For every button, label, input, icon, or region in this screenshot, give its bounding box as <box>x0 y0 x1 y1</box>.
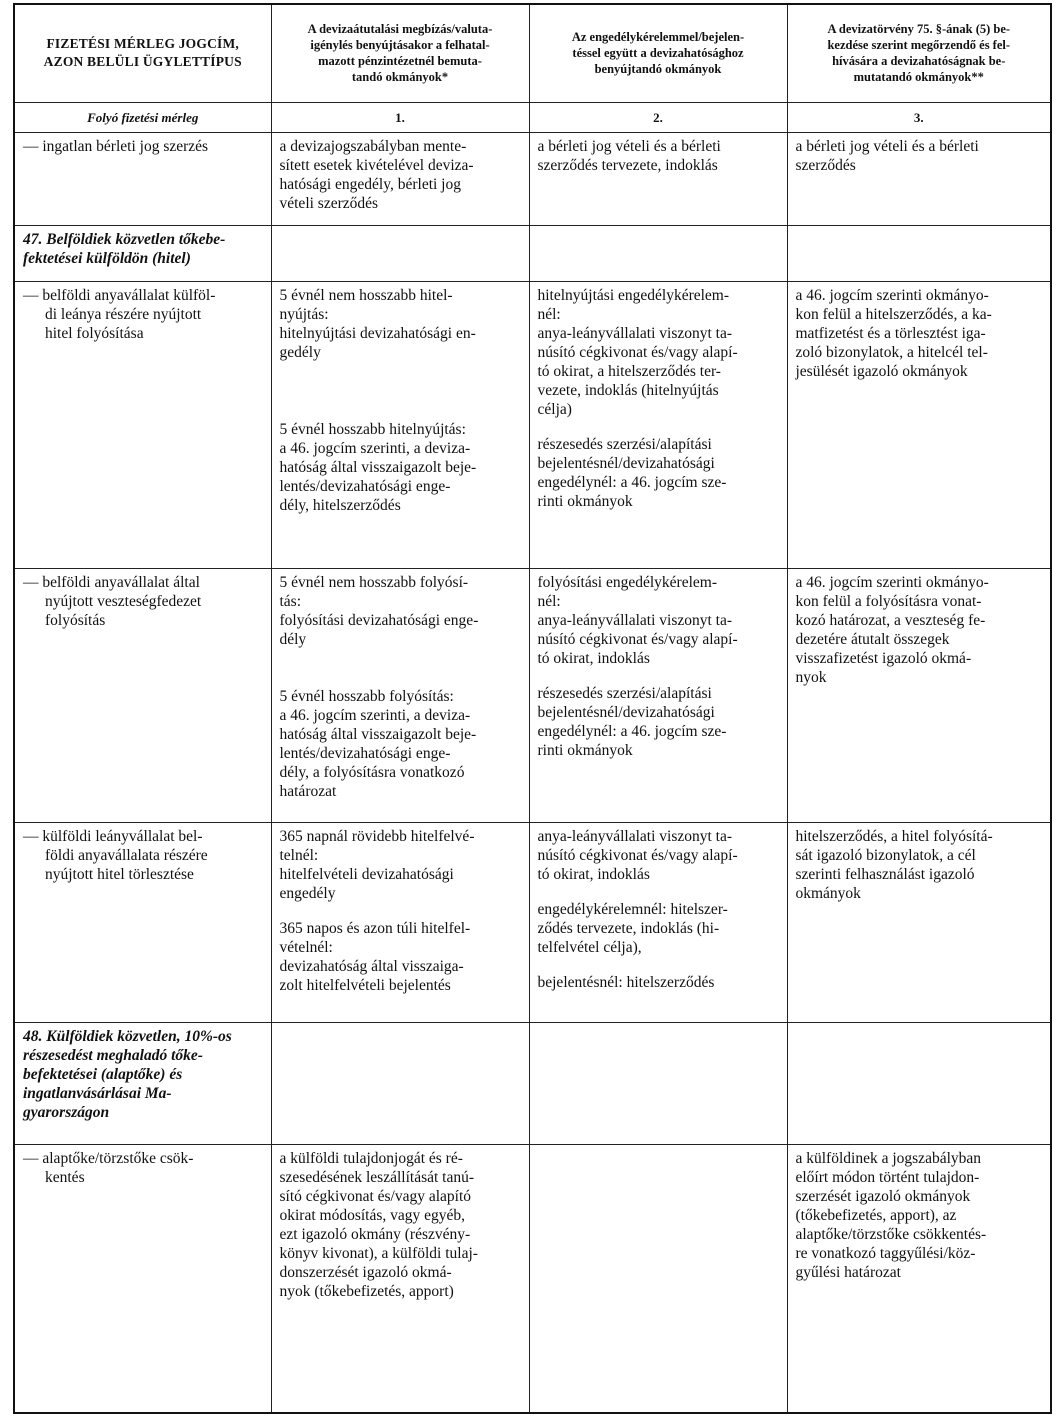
column-number-row <box>14 102 1051 132</box>
column-number-1: 1. <box>271 102 529 132</box>
table-row <box>14 568 1051 822</box>
cell-text: 365 napnál rövidebb hitelfelvé- telnél: hitelfelvételi devizahatósági engedély <box>279 827 475 902</box>
cell-text: anya-leányvállalati viszonyt ta- núsító cégkivonat és/vagy alapí- tó okirat, indoklás <box>537 827 738 883</box>
column-number-3: 3. <box>787 102 1051 132</box>
cell-text: a devizajogszabályban mente- sített esetek kivételével deviza- hatósági engedély, bérleti jog vételi szerződés <box>279 137 474 212</box>
row-title: — ingatlan bérleti jog szerzés <box>23 137 209 155</box>
row-title: — belföldi anyavállalat által nyújtott veszteségfedezet folyósítás <box>23 573 202 629</box>
cell-text: folyósítási engedélykérelem- nél: anya-leányvállalati viszonyt ta- núsító cégkivonat és/vagy alapí- tó okirat, indoklás <box>537 573 738 667</box>
header-col-1: A devizaátutalási megbízás/valuta- igénylés benyújtásakor a felhatal- mazott pénzintézetnél bemuta- tandó okmányok* <box>271 4 529 102</box>
cell-text: 365 napos és azon túli hitelfel- vételnél: devizahatóság által visszaiga- zolt hitelfelvételi bejelentés <box>279 919 471 994</box>
section-row <box>14 225 1051 281</box>
cell-text: a 46. jogcím szerinti okmányo- kon felül a hitelszerződés, a ka- matfizetést és a törlesztést iga- zoló bizonylatok, a hitelcél tel- jesülését igazoló okmányok <box>795 286 992 380</box>
cell-text: hitelnyújtási engedélykérelem- nél: anya-leányvállalati viszonyt ta- núsító cégkivonat és/vagy alapí- tó okirat, a hitelszerződés ter- vezete, indoklás (hitelnyújtás célja) <box>537 286 738 418</box>
cell-text: részesedés szerzési/alapítási bejelentésnél/devizahatósági engedélynél: a 46. jogcím sze- rinti okmányok <box>537 684 727 759</box>
cell-text: a külföldi tulajdonjogát és ré- szesedésének leszállítását tanú- sító cégkivonat és/vagy alapító okirat módosítás, vagy egyéb, ezt igazoló okmány (részvény- könyv kivonat), a külföldi tulaj- donszerzését igazoló okmá- nyok (tőkebefizetés, apport) <box>279 1149 478 1300</box>
cell-text: bejelentésnél: hitelszerződés <box>537 973 715 991</box>
section-heading-47: 47. Belföldiek közvetlen tőkebe- fektetései külföldön (hitel) <box>14 225 271 281</box>
cell-text: engedélykérelemnél: hitelszer- ződés tervezete, indoklás (hi- telfelvétel célja), <box>537 900 728 956</box>
header-col-3: A devizatörvény 75. §-ának (5) be- kezdése szerint megőrzendő és fel- hívására a devizahatóságnak be- mutatandó okmányok** <box>787 4 1051 102</box>
row-title: — alaptőke/törzstőke csök- kentés <box>23 1149 194 1186</box>
header-col-2: Az engedélykérelemmel/bejelen- téssel együtt a devizahatósághoz benyújtandó okmányok <box>529 4 787 102</box>
cell-text: a külföldinek a jogszabályban előírt módon történt tulajdon- szerzését igazoló okmányok (tőkebefizetés, apport), az alaptőke/törzstőke csökkentés- re vonatkozó taggyűlési/köz- gyűlési határozat <box>795 1149 987 1281</box>
table-row <box>14 822 1051 1022</box>
cell-text: a 46. jogcím szerinti okmányo- kon felül a folyósításra vonat- kozó határozat, a veszteség fe- dezetére átutalt összegek visszafizetést igazoló okmá- nyok <box>795 573 989 686</box>
row-title: — külföldi leányvállalat bel- földi anyavállalata részére nyújtott hitel törlesztése <box>23 827 208 883</box>
header-col-title: FIZETÉSI MÉRLEG JOGCÍM, AZON BELÜLI ÜGYLETTÍPUS <box>14 4 271 102</box>
row-title: — belföldi anyavállalat külföl- di leánya részére nyújtott hitel folyósítása <box>23 286 216 342</box>
cell-text: hitelszerződés, a hitel folyósítá- sát igazoló bizonylatok, a cél szerinti felhasználást igazoló okmányok <box>795 827 993 902</box>
header-row <box>14 4 1051 102</box>
cell-text: 5 évnél nem hosszabb folyósí- tás: folyósítási devizahatósági enge- dély <box>279 573 479 648</box>
table-row <box>14 1144 1051 1413</box>
current-account-label: Folyó fizetési mérleg <box>14 102 271 132</box>
table-row <box>14 281 1051 568</box>
cell-text: a bérleti jog vételi és a bérleti szerződés tervezete, indoklás <box>537 137 721 174</box>
column-number-2: 2. <box>529 102 787 132</box>
section-row <box>14 1022 1051 1144</box>
cell-text: a bérleti jog vételi és a bérleti szerződés <box>795 137 979 174</box>
cell-text: 5 évnél nem hosszabb hitel- nyújtás: hitelnyújtási devizahatósági en- gedély <box>279 286 476 361</box>
table-row <box>14 132 1051 225</box>
section-heading-48: 48. Külföldiek közvetlen, 10%-os részesedést meghaladó tőke- befektetései (alaptőke) és ingatlanvásárlásai Ma- gyarországon <box>14 1022 271 1144</box>
cell-text: 5 évnél hosszabb hitelnyújtás: a 46. jogcím szerinti, a deviza- hatóság által visszaigazolt beje- lentés/devizahatósági enge- dély, hitelszerződés <box>279 420 477 514</box>
regulation-table <box>13 3 1052 1414</box>
cell-text: részesedés szerzési/alapítási bejelentésnél/devizahatósági engedélynél: a 46. jogcím sze- rinti okmányok <box>537 435 727 510</box>
cell-text: 5 évnél hosszabb folyósítás: a 46. jogcím szerinti, a deviza- hatóság által visszaigazolt beje- lentés/devizahatósági enge- dély, a folyósításra vonatkozó határozat <box>279 687 477 800</box>
